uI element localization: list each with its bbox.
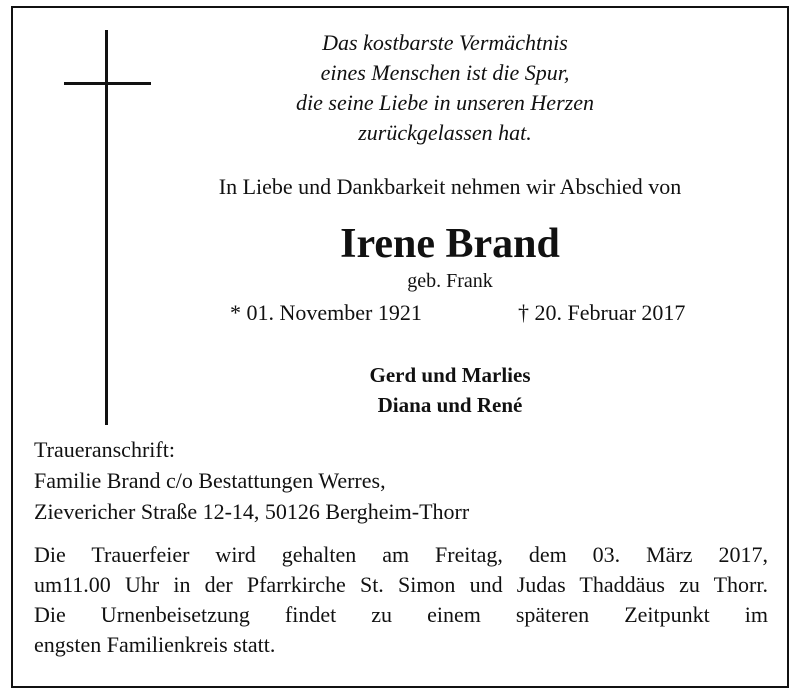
- memorial-verse: [290, 28, 600, 148]
- notice-line: Die Urnenbeisetzung findet zu einem späteren Zeitpunkt im: [34, 602, 768, 627]
- verse-line: Das kostbarste Vermächtnis: [322, 30, 568, 55]
- birth-date: * 01. November 1921: [230, 300, 422, 325]
- cross-vertical-bar: [105, 30, 108, 425]
- death-date: † 20. Februar 2017: [518, 300, 686, 325]
- maiden-name: geb. Frank: [407, 270, 493, 292]
- notice-line: um11.00 Uhr in der Pfarrkirche St. Simon und Judas Thaddäus zu Thorr.: [34, 572, 768, 597]
- farewell-intro: In Liebe und Dankbarkeit nehmen wir Abschied von: [218, 174, 682, 199]
- mourner-entry: Gerd und Marlies: [369, 363, 531, 387]
- address-line: Familie Brand c/o Bestattungen Werres,: [34, 468, 386, 493]
- mourning-address: [34, 434, 469, 527]
- notice-line: Die Trauerfeier wird gehalten am Freitag, dem 03. März 2017,: [34, 542, 768, 567]
- mourners-list: [330, 360, 570, 420]
- verse-line: zurückgelassen hat.: [358, 120, 532, 145]
- verse-line: eines Menschen ist die Spur,: [320, 60, 570, 85]
- notice-line: engsten Familienkreis statt.: [34, 632, 276, 657]
- funeral-notice: [34, 540, 768, 660]
- verse-line: die seine Liebe in unseren Herzen: [296, 90, 594, 115]
- mourner-entry: Diana und René: [377, 393, 523, 417]
- deceased-name: Irene Brand: [340, 221, 560, 267]
- address-line: Zieverich​er Straße 12-14, 50126 Bergheim-Thorr: [34, 499, 470, 524]
- cross-horizontal-bar: [64, 82, 151, 85]
- address-line: Traueranschrift:: [34, 437, 175, 462]
